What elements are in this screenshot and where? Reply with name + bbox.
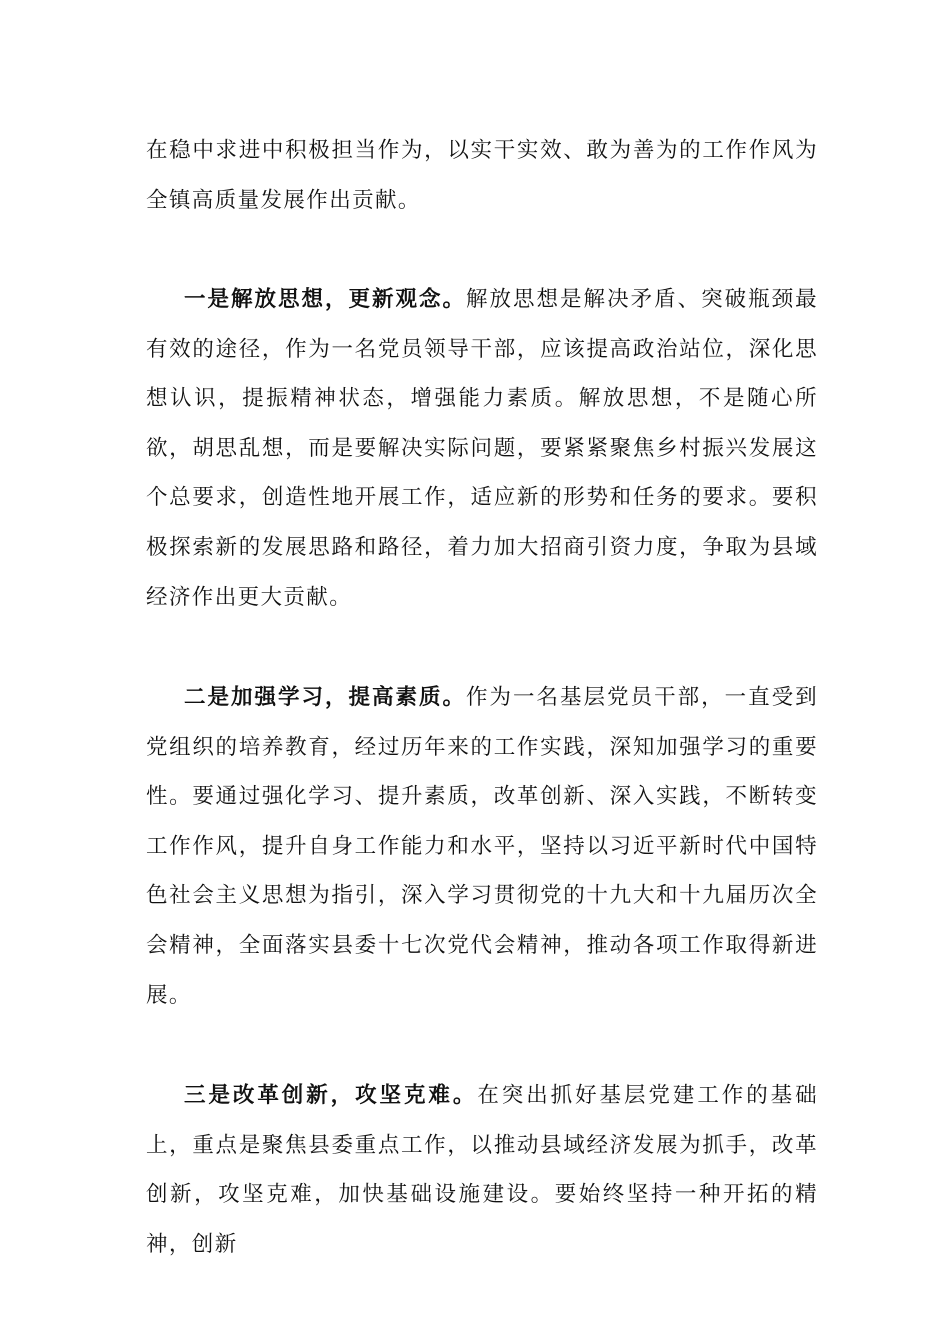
paragraph-body: 解放思想是解决矛盾、突破瓶颈最有效的途径，作为一名党员领导干部，应该提高政治站位，深化思想认识，提振精神状态，增强能力素质。解放思想，不是随心所欲，胡思乱想，而是要解决实际问题，要紧紧聚焦乡村振兴发展这个总要求，创造性地开展工作，适应新的形势和任务的要求。要积极探索新的发展思路和路径，着力加大招商引资力度，争取为县域经济作出更大贡献。 (146, 287, 818, 610)
paragraph-strengthen-learning (146, 673, 818, 1020)
paragraph-continuation (146, 126, 818, 225)
paragraph-body: 在突出抓好基层党建工作的基础上，重点是聚焦县委重点工作，以推动县域经济发展为抓手，改革创新，攻坚克难，加快基础设施建设。要始终坚持一种开拓的精神，创新 (146, 1083, 818, 1257)
paragraph-heading: 三是改革创新，攻坚克难。 (184, 1083, 478, 1108)
paragraph-heading: 二是加强学习，提高素质。 (184, 685, 467, 710)
paragraph-body: 作为一名基层党员干部，一直受到党组织的培养教育，经过历年来的工作实践，深知加强学习的重要性。要通过强化学习、提升素质，改革创新、深入实践，不断转变工作作风，提升自身工作能力和水平，坚持以习近平新时代中国特色社会主义思想为指引，深入学习贯彻党的十九大和十九届历次全会精神，全面落实县委十七次党代会精神，推动各项工作取得新进展。 (146, 685, 818, 1008)
paragraph-body: 在稳中求进中积极担当作为，以实干实效、敢为善为的工作作风为全镇高质量发展作出贡献。 (146, 138, 818, 213)
paragraph-reform-innovation (146, 1071, 818, 1269)
paragraph-liberate-thinking (146, 275, 818, 622)
paragraph-heading: 一是解放思想，更新观念。 (184, 287, 467, 312)
